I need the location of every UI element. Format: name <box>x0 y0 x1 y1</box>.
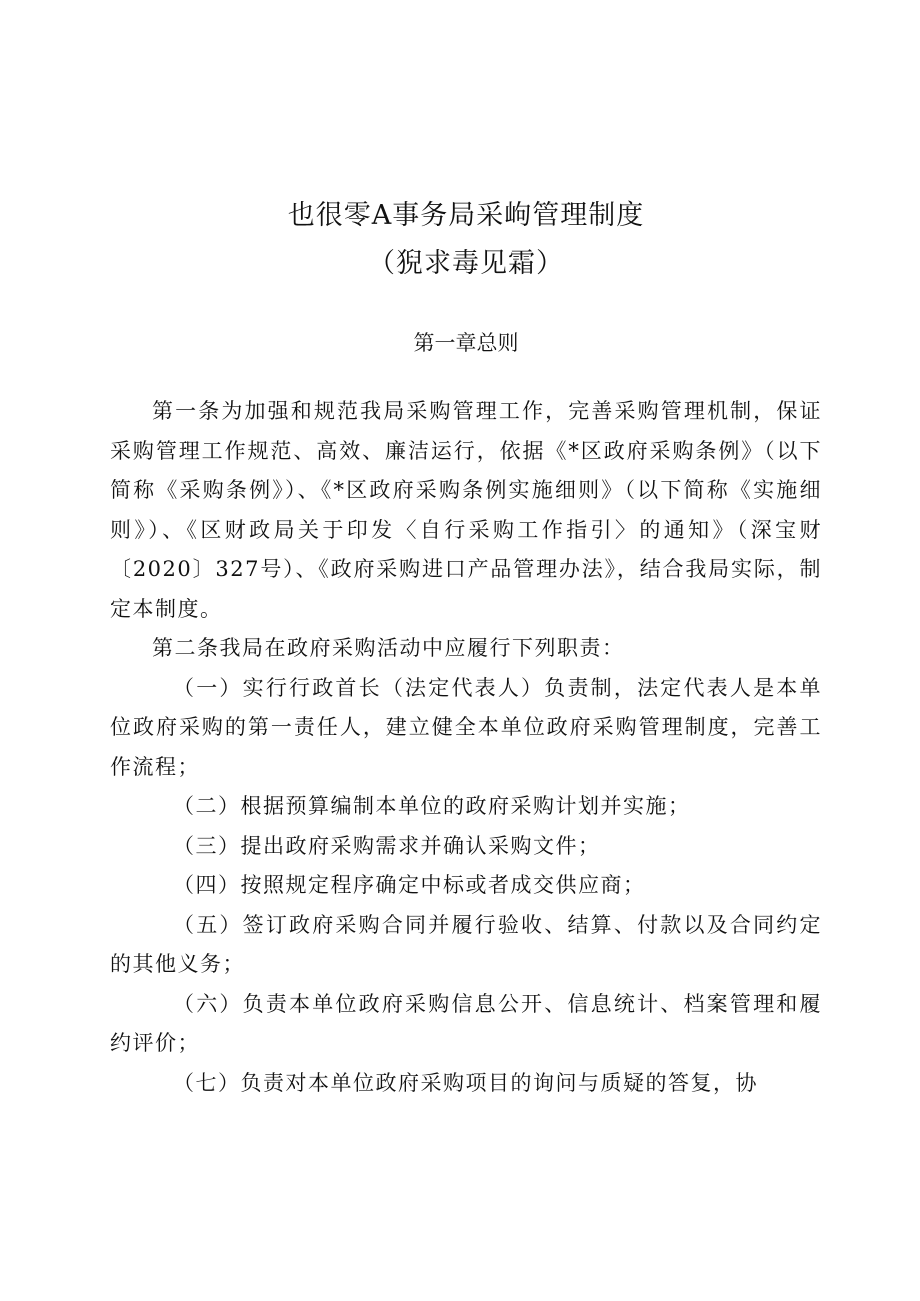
document-body <box>110 392 822 1103</box>
document-title: 也很零A事务局采岣管理制度 <box>287 200 645 231</box>
article-2: 第二条我局在政府采购活动中应履行下列职责： <box>152 636 625 660</box>
document-subtitle: （猊求毒见霜） <box>368 248 564 279</box>
chapter-heading: 第一章总则 <box>413 331 519 355</box>
duty-item-3: （三）提出政府采购需求并确认采购文件； <box>173 833 601 858</box>
duty-item-5: （五）签订政府采购合同并履行验收、结算、付款以及合同约定的其他义务； <box>110 912 822 976</box>
document-page <box>110 196 822 1103</box>
duty-item-2: （二）根据预算编制本单位的政府采购计划并实施； <box>173 794 691 818</box>
duty-item-4: （四）按照规定程序确定中标或者成交供应商； <box>173 873 646 897</box>
duty-item-7: （七）负责对本单位政府采购项目的询问与质疑的答复，协 <box>173 1070 758 1095</box>
duty-item-6: （六）负责本单位政府采购信息公开、信息统计、档案管理和履约评价； <box>110 991 822 1055</box>
article-1: 第一条为加强和规范我局采购管理工作，完善采购管理机制，保证采购管理工作规范、高效、廉洁运行，依据《*区政府采购条例》（以下简称《采购条例》）、《*区政府采购条例实施细则》（以下简称《实施细则》）、《区财政局关于印发〈自行采购工作指引〉的通知》（深宝财〔2020〕327号）、《政府采购进口产品管理办法》，结合我局实际，制定本制度。 <box>110 399 822 621</box>
duty-item-1: （一）实行行政首长（法定代表人）负责制，法定代表人是本单位政府采购的第一责任人，建立健全本单位政府采购管理制度，完善工作流程； <box>110 675 822 779</box>
